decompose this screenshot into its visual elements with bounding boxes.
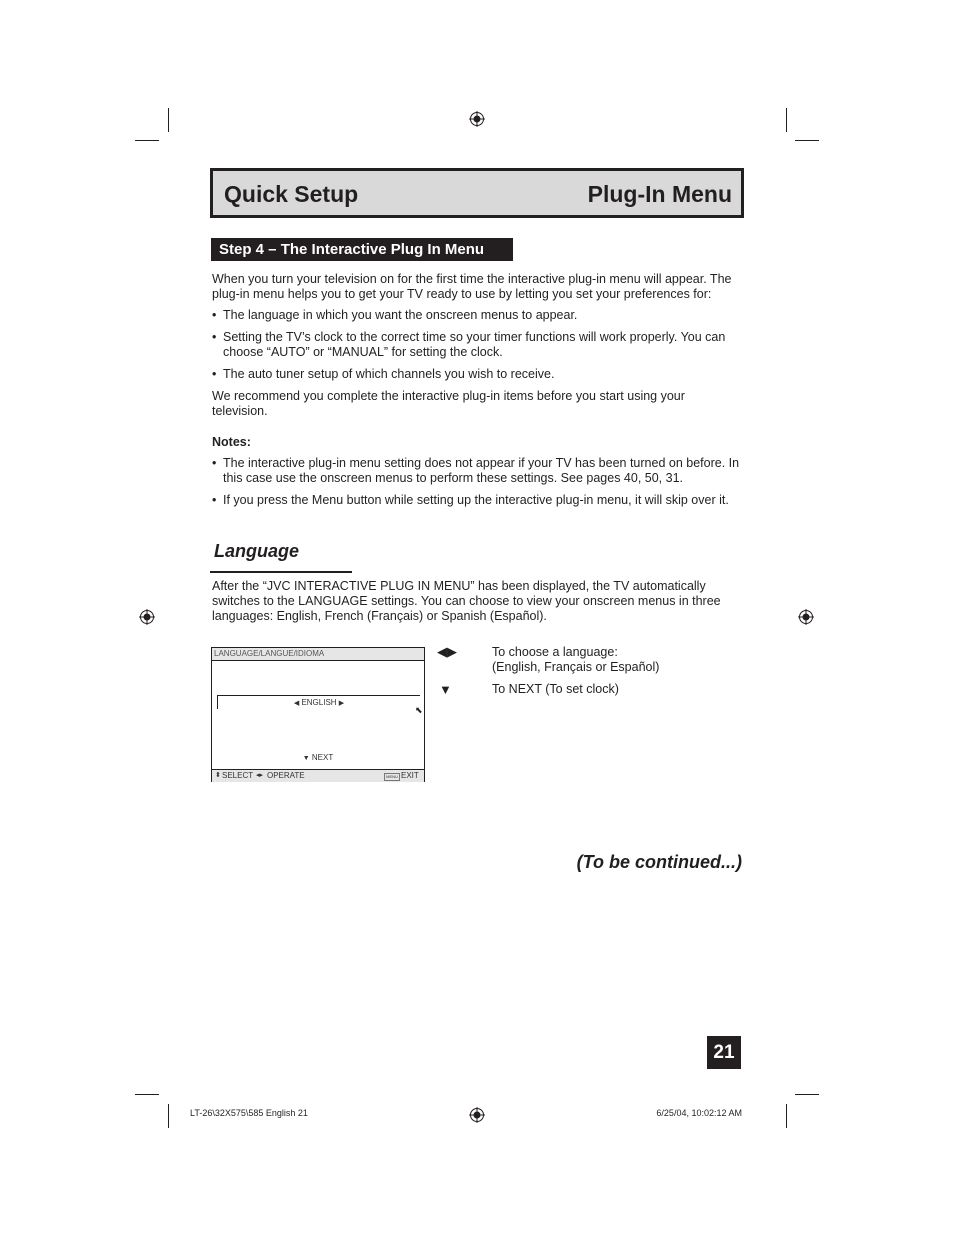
step-heading: Step 4 – The Interactive Plug In Menu (211, 238, 513, 261)
list-item-text: The language in which you want the onscreen menus to appear. (223, 308, 578, 322)
print-timestamp: 6/25/04, 10:02:12 AM (656, 1108, 742, 1118)
crop-mark (786, 1104, 787, 1128)
crop-mark (168, 1104, 169, 1128)
left-right-arrows-icon: ◂▸ (256, 772, 264, 779)
menu-footer (212, 769, 424, 782)
section-divider (210, 571, 352, 573)
header-right-title: Plug-In Menu (587, 181, 732, 207)
select-label: SELECT (222, 771, 254, 780)
page-header (210, 168, 744, 218)
menu-next (212, 753, 424, 762)
crop-mark (795, 140, 819, 141)
down-arrow-icon: ▼ (439, 682, 452, 697)
instruction-choose-language (492, 645, 659, 675)
list-item-text: The interactive plug-in menu setting does not appear if your TV has been turned on before. In this case use the onscreen menus to perform these settings. See pages 40, 50, 31. (223, 456, 740, 485)
instruction-line: (English, Français or Español) (492, 660, 660, 674)
bullet-icon: • (212, 308, 217, 322)
next-label: NEXT (311, 753, 334, 762)
list-item-text: If you press the Menu button while setting up the interactive plug-in menu, it will skip over it. (223, 493, 729, 507)
registration-mark-icon (139, 609, 155, 625)
bullet-icon: • (212, 493, 217, 507)
right-arrow-icon: ▶ (338, 700, 345, 707)
left-arrow-icon: ◀ (293, 700, 300, 707)
section-title: Language (214, 541, 300, 561)
up-down-arrows-icon: ⬍ (215, 772, 221, 779)
cursor-icon: ⬉ (415, 705, 423, 715)
notes-title: Notes: (212, 435, 251, 449)
exit-label: EXIT (401, 771, 419, 780)
onscreen-menu-illustration (211, 647, 425, 782)
operate-label: OPERATE (267, 771, 305, 780)
bullet-icon: • (212, 330, 217, 344)
menu-title: LANGUAGE/LANGUE/IDIOMA (212, 648, 424, 661)
print-slug: LT-26\32X575\585 English 21 (190, 1108, 308, 1118)
page-number: 21 (707, 1036, 741, 1069)
header-left-title: Quick Setup (224, 181, 359, 207)
instruction-next: To NEXT (To set clock) (492, 682, 619, 696)
intro-paragraph: When you turn your television on for the first time the interactive plug-in menu will appear. The plug-in menu helps you to get your TV ready to use by letting you set your preferences for: (212, 272, 732, 301)
menu-button-icon: MENU (384, 773, 400, 781)
list-item-text: Setting the TV’s clock to the correct time so your timer functions will work properly. You can choose “AUTO” or “MANUAL” for setting the clock. (223, 330, 726, 359)
bullet-icon: • (212, 367, 217, 381)
left-right-arrows-icon: ◀▶ (437, 644, 457, 659)
recommend-paragraph: We recommend you complete the interactive plug-in items before you start using your television. (212, 389, 685, 418)
registration-mark-icon (798, 609, 814, 625)
crop-mark (168, 108, 169, 132)
instruction-line: To choose a language: (492, 645, 618, 659)
crop-mark (786, 108, 787, 132)
bullet-icon: • (212, 456, 217, 470)
registration-mark-icon (469, 1107, 485, 1123)
language-description: After the “JVC INTERACTIVE PLUG IN MENU” has been displayed, the TV automatically switches to the LANGUAGE settings. You can choose to view your onscreen menus in three languages: English, French (Français) or Spanish (Español). (212, 579, 721, 623)
crop-mark (795, 1094, 819, 1095)
down-arrow-icon: ▼ (302, 755, 310, 762)
registration-mark-icon (469, 111, 485, 127)
crop-mark (135, 140, 159, 141)
continued-note: (To be continued...) (576, 852, 742, 872)
language-value: ENGLISH (301, 698, 337, 707)
list-item-text: The auto tuner setup of which channels you wish to receive. (223, 367, 555, 381)
crop-mark (135, 1094, 159, 1095)
language-selector (217, 695, 420, 709)
